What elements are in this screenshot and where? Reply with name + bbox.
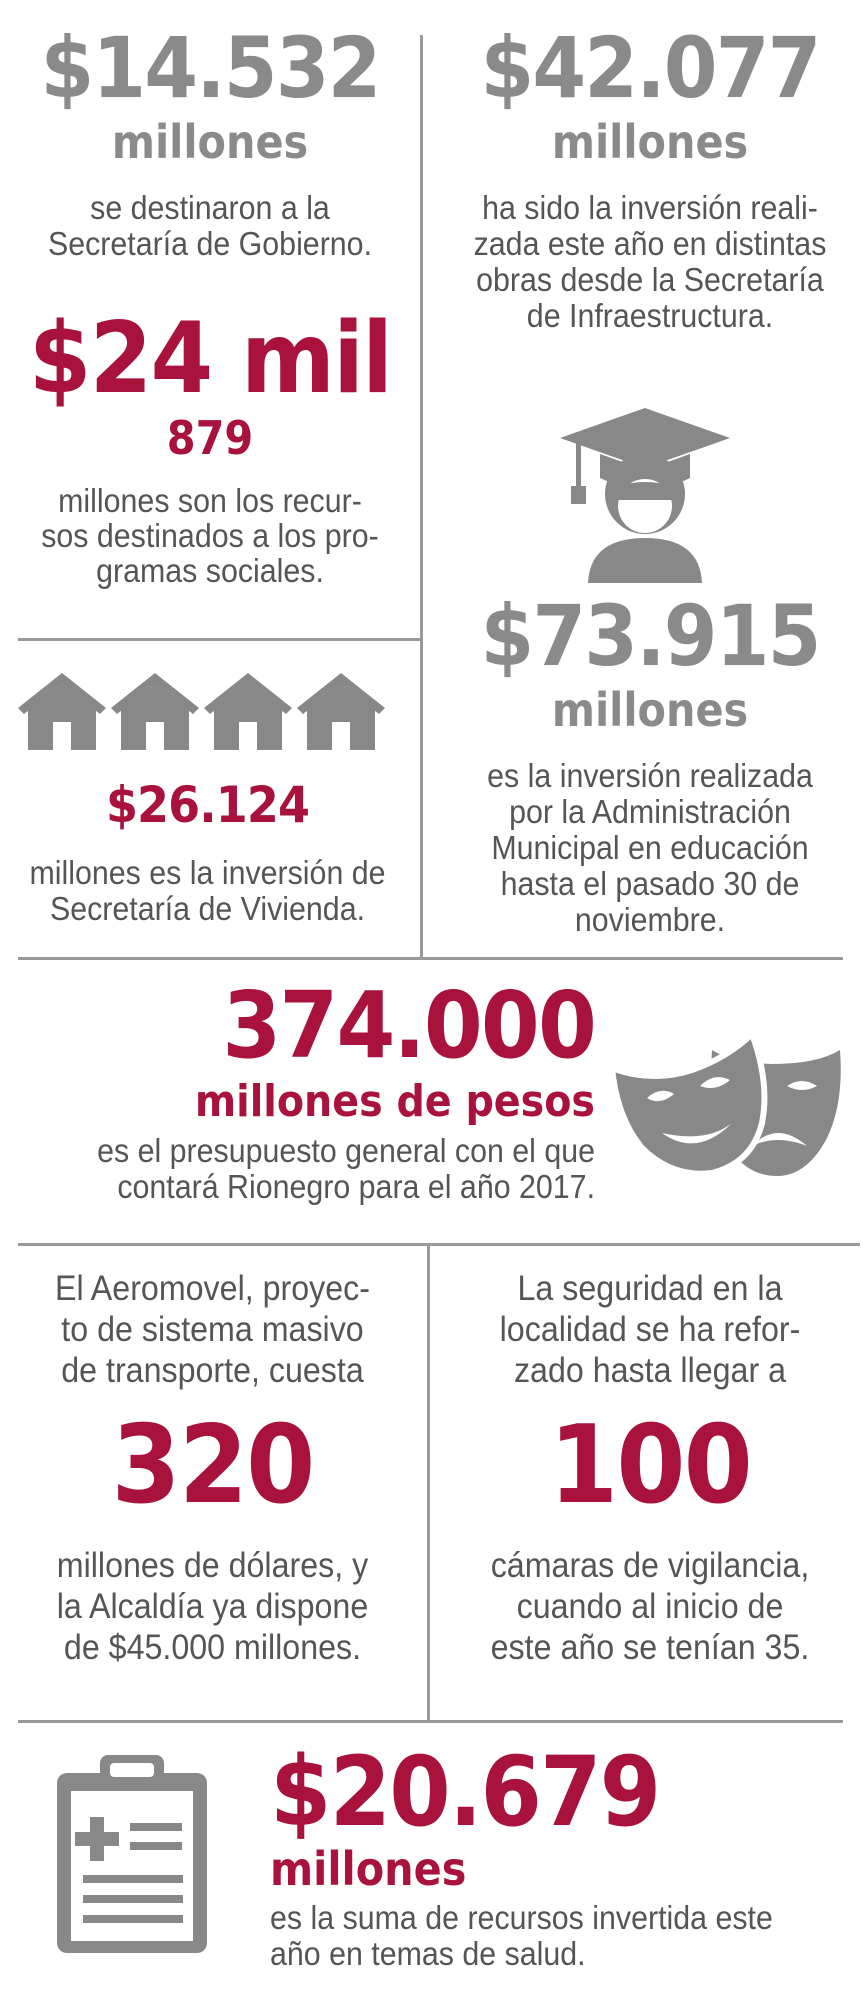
aeromovel-intro: El Aeromovel, proyec- to de sistema masivo de transporte, cuesta: [55, 1269, 370, 1390]
educacion-text: es la inversión realizada por la Administración Municipal en educación hasta el pasado 30 de noviembre.: [487, 757, 813, 938]
educacion-unit: millones: [551, 683, 749, 737]
divider-vertical-bottom: [427, 1246, 430, 1720]
divider-horizontal-3: [18, 1720, 843, 1723]
social-block: [10, 302, 410, 589]
divider-vertical-top: [420, 35, 423, 960]
infra-block: [440, 20, 860, 334]
educacion-amount: $73.915: [480, 587, 820, 685]
vivienda-amount: $26.124: [105, 776, 310, 834]
divider-left-mid: [18, 638, 420, 641]
social-text: millones son los recur- sos destinados a los pro- gramas sociales.: [41, 482, 379, 589]
aeromovel-amount: 320: [111, 1403, 314, 1528]
presupuesto-unit: millones de pesos: [194, 1076, 595, 1127]
gobierno-block: [10, 20, 410, 262]
infra-unit: millones: [551, 115, 749, 169]
salud-text: es la suma de recursos invertida este año en temas de salud.: [270, 1899, 773, 1972]
gobierno-text: se destinaron a la Secretaría de Gobierno.: [47, 189, 373, 262]
presupuesto-amount: 374.000: [222, 972, 595, 1079]
aeromovel-block: [5, 1268, 420, 1668]
seguridad-text: cámaras de vigilancia, cuando al inicio de este año se tenían 35.: [490, 1546, 810, 1667]
divider-horizontal-2: [18, 1243, 860, 1246]
seguridad-amount: 100: [549, 1403, 751, 1528]
gobierno-amount: $14.532: [40, 19, 380, 117]
house-icon: [297, 673, 385, 750]
seguridad-block: [440, 1268, 860, 1668]
seguridad-intro: La seguridad en la localidad se ha refor- zado hasta llegar a: [499, 1269, 801, 1390]
gobierno-unit: millones: [111, 115, 309, 169]
house-icon: [18, 673, 106, 750]
aeromovel-text: millones de dólares, y la Alcaldía ya dispone de $45.000 millones.: [56, 1546, 369, 1667]
salud-amount: $20.679: [270, 1736, 660, 1848]
graduation-cap-icon: [560, 408, 730, 583]
vivienda-block: [0, 775, 415, 927]
infra-text: ha sido la inversión reali- zada este año en distintas obras desde la Secretaría de Infraestructura.: [473, 189, 827, 334]
presupuesto-block: [20, 972, 596, 1205]
vivienda-text: millones es la inversión de Secretaría de Vivienda.: [29, 854, 386, 927]
social-amount-suffix: 879: [166, 411, 254, 465]
clipboard-medical-icon: [55, 1755, 210, 1955]
house-icon: [111, 673, 199, 750]
infra-amount: $42.077: [480, 19, 820, 117]
houses-row: [18, 670, 393, 755]
social-amount: $24 mil: [28, 302, 392, 416]
theater-masks-icon: [612, 1028, 842, 1178]
educacion-block: [440, 588, 860, 938]
divider-horizontal-1: [18, 957, 843, 960]
presupuesto-text: es el presupuesto general con el que contará Rionegro para el año 2017.: [97, 1132, 596, 1205]
salud-block: [270, 1736, 860, 1972]
salud-unit: millones: [270, 1842, 467, 1896]
house-icon: [204, 673, 292, 750]
